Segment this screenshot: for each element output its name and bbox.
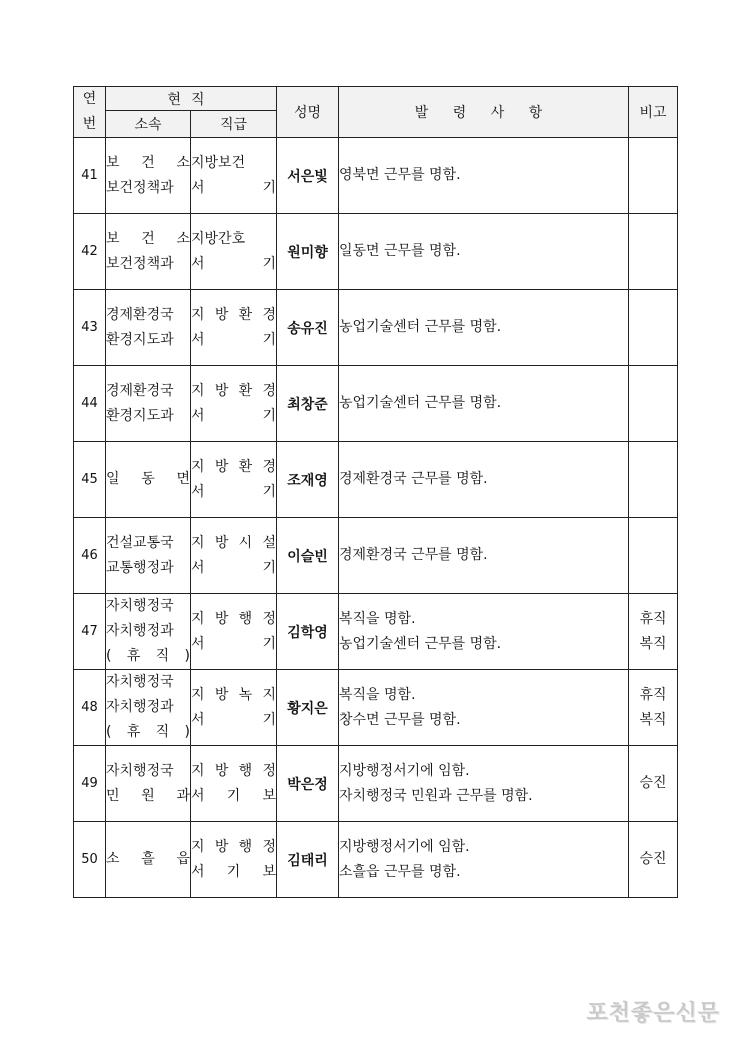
header-no: [74, 87, 106, 138]
appointment-order: [339, 670, 629, 746]
rank-cell-line: 서 기 보: [191, 787, 276, 804]
department-cell-line: 자치행정국: [106, 674, 174, 690]
department-cell-line: 소 흘 읍: [106, 851, 190, 867]
appointment-table: [73, 86, 678, 898]
header-order: 발 령 사 항: [339, 87, 629, 138]
remarks-cell-line: 복직: [639, 635, 667, 652]
rank-cell-line: 서 기: [191, 635, 276, 652]
remarks-cell-line: 복직: [639, 711, 667, 728]
person-name: 김학영: [277, 594, 339, 670]
appointment-order: [339, 290, 629, 366]
appointment-order: [339, 518, 629, 594]
department-cell-line: 환경지도과: [106, 407, 174, 424]
table-row: [74, 746, 678, 822]
table-row: [74, 442, 678, 518]
department-cell: [106, 138, 191, 214]
appointment-order: [339, 138, 629, 214]
rank-cell-line: 서 기: [191, 255, 276, 272]
table-row: [74, 822, 678, 898]
department-cell-line: 건설교통국: [106, 534, 174, 551]
row-number: 48: [74, 670, 106, 746]
rank-cell-line: 지 방 녹 지: [191, 686, 276, 703]
appointment-order-line: 자치행정국 민원과 근무를 명함.: [339, 787, 533, 804]
remarks-cell-line: 승진: [639, 775, 667, 791]
person-name: 송유진: [277, 290, 339, 366]
appointment-order: [339, 822, 629, 898]
rank-cell-line: 지 방 환 경: [191, 458, 276, 475]
appointment-order: [339, 746, 629, 822]
header-name: 성명: [277, 87, 339, 138]
person-name: 황지은: [277, 670, 339, 746]
remarks-cell-line: 승진: [639, 851, 667, 867]
department-cell: [106, 442, 191, 518]
remarks-cell: [629, 138, 678, 214]
department-cell-line: 자치행정국: [106, 598, 174, 614]
rank-cell-line: 지 방 환 경: [191, 306, 276, 323]
department-cell-line: ( 휴 직 ): [106, 648, 190, 664]
rank-cell: [191, 594, 277, 670]
department-cell-line: 교통행정과: [106, 559, 174, 576]
header-no-line2: 번: [82, 116, 97, 132]
rank-cell-line: 지 방 행 정: [191, 838, 276, 855]
table-row: [74, 138, 678, 214]
remarks-cell-line: 휴직: [639, 686, 667, 703]
department-cell-line: 자치행정과: [106, 699, 174, 715]
person-name: 박은정: [277, 746, 339, 822]
rank-cell-line: 지방보건: [191, 154, 246, 171]
rank-cell-line: 서 기: [191, 179, 276, 196]
department-cell-line: 보건정책과: [106, 255, 174, 272]
rank-cell: [191, 822, 277, 898]
appointment-order-line: 일동면 근무를 명함.: [339, 243, 461, 259]
appointment-order-line: 영북면 근무를 명함.: [339, 167, 461, 183]
row-number: 44: [74, 366, 106, 442]
appointment-order-line: 지방행정서기에 임함.: [339, 838, 470, 855]
department-cell-line: 민 원 과: [106, 787, 190, 804]
row-number: 41: [74, 138, 106, 214]
appointment-order-line: 복직을 명함.: [339, 686, 416, 703]
department-cell-line: 자치행정국: [106, 762, 174, 779]
row-number: 50: [74, 822, 106, 898]
rank-cell: [191, 746, 277, 822]
appointment-order-line: 지방행정서기에 임함.: [339, 762, 470, 779]
row-number: 45: [74, 442, 106, 518]
appointment-order-line: 복직을 명함.: [339, 610, 416, 627]
row-number: 43: [74, 290, 106, 366]
person-name: 조재영: [277, 442, 339, 518]
row-number: 42: [74, 214, 106, 290]
rank-cell-line: 서 기: [191, 331, 276, 348]
department-cell: [106, 594, 191, 670]
person-name: 원미향: [277, 214, 339, 290]
remarks-cell: [629, 214, 678, 290]
appointment-order: [339, 214, 629, 290]
department-cell-line: 일 동 면: [106, 471, 190, 487]
department-cell-line: 자치행정과: [106, 623, 174, 639]
appointment-order-line: 경제환경국 근무를 명함.: [339, 471, 488, 487]
remarks-cell: [629, 366, 678, 442]
rank-cell: [191, 442, 277, 518]
remarks-cell: [629, 594, 678, 670]
remarks-cell: [629, 518, 678, 594]
department-cell-line: 보 건 소: [106, 154, 190, 171]
table-row: [74, 214, 678, 290]
department-cell-line: 환경지도과: [106, 331, 174, 348]
rank-cell-line: 서 기 보: [191, 863, 276, 880]
department-cell-line: 경제환경국: [106, 382, 174, 399]
department-cell: [106, 214, 191, 290]
appointment-order-line: 농업기술센터 근무를 명함.: [339, 395, 502, 411]
row-number: 47: [74, 594, 106, 670]
appointment-order: [339, 366, 629, 442]
table-row: [74, 366, 678, 442]
rank-cell-line: 지 방 행 정: [191, 762, 276, 779]
header-rank: 직급: [191, 111, 277, 138]
remarks-cell: [629, 442, 678, 518]
rank-cell: [191, 366, 277, 442]
header-current: 현직: [106, 87, 277, 111]
header-no-line1: 연: [82, 91, 97, 107]
appointment-order-line: 농업기술센터 근무를 명함.: [339, 635, 502, 652]
rank-cell-line: 서 기: [191, 559, 276, 576]
rank-cell: [191, 670, 277, 746]
header-note: 비고: [629, 87, 678, 138]
rank-cell-line: 서 기: [191, 407, 276, 424]
appointment-order-line: 소흘읍 근무를 명함.: [339, 863, 461, 880]
department-cell: [106, 670, 191, 746]
rank-cell: [191, 138, 277, 214]
remarks-cell: [629, 290, 678, 366]
remarks-cell: [629, 746, 678, 822]
table-row: [74, 518, 678, 594]
department-cell-line: 보건정책과: [106, 179, 174, 196]
table-row: [74, 594, 678, 670]
department-cell: [106, 366, 191, 442]
remarks-cell: [629, 822, 678, 898]
person-name: 이슬빈: [277, 518, 339, 594]
department-cell-line: 보 건 소: [106, 230, 190, 247]
department-cell-line: ( 휴 직 ): [106, 724, 190, 740]
appointment-order-line: 창수면 근무를 명함.: [339, 711, 461, 728]
appointment-order: [339, 594, 629, 670]
appointment-order-line: 농업기술센터 근무를 명함.: [339, 319, 502, 335]
table-row: [74, 670, 678, 746]
department-cell: [106, 290, 191, 366]
rank-cell-line: 서 기: [191, 483, 276, 500]
appointment-order-line: 경제환경국 근무를 명함.: [339, 547, 488, 563]
rank-cell-line: 지 방 행 정: [191, 610, 276, 627]
department-cell-line: 경제환경국: [106, 306, 174, 323]
remarks-cell: [629, 670, 678, 746]
rank-cell: [191, 214, 277, 290]
appointment-order: [339, 442, 629, 518]
person-name: 최창준: [277, 366, 339, 442]
table-row: [74, 290, 678, 366]
row-number: 46: [74, 518, 106, 594]
rank-cell: [191, 290, 277, 366]
department-cell: [106, 518, 191, 594]
department-cell: [106, 746, 191, 822]
row-number: 49: [74, 746, 106, 822]
rank-cell-line: 서 기: [191, 711, 276, 728]
remarks-cell-line: 휴직: [639, 610, 667, 627]
rank-cell-line: 지방간호: [191, 230, 246, 247]
header-dept: 소속: [106, 111, 191, 138]
newspaper-watermark: 포천좋은신문: [586, 1001, 720, 1026]
rank-cell-line: 지 방 시 설: [191, 534, 276, 551]
person-name: 서은빛: [277, 138, 339, 214]
department-cell: [106, 822, 191, 898]
rank-cell: [191, 518, 277, 594]
person-name: 김태리: [277, 822, 339, 898]
rank-cell-line: 지 방 환 경: [191, 382, 276, 399]
